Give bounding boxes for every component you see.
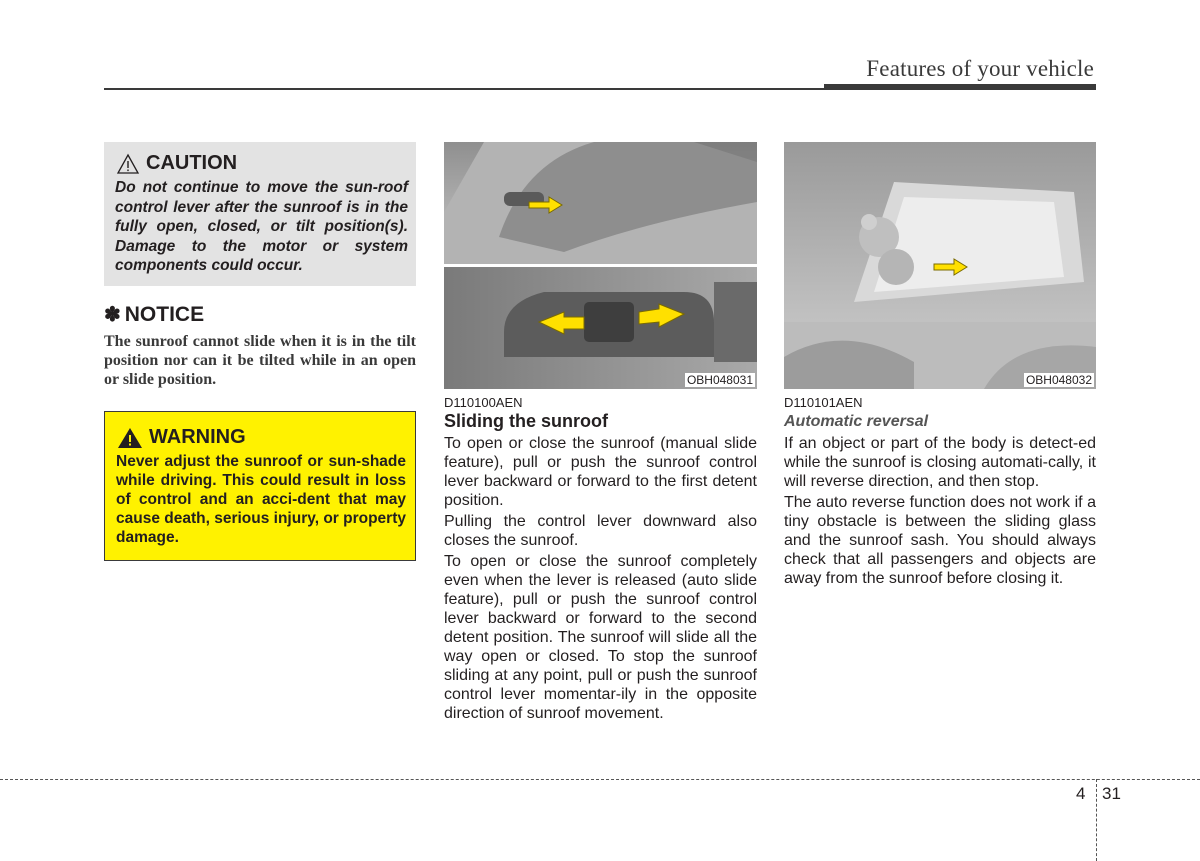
footer-vertical-divider (1096, 779, 1097, 861)
caution-title: CAUTION (146, 152, 238, 174)
page-number: 31 (1102, 784, 1121, 803)
notice-text: The sunroof cannot slide when it is in the tilt position nor can it be tilted while in an open or slide position. (104, 333, 416, 388)
paragraph: To open or close the sunroof completely even when the lever is released (auto slide feature), pull or push the sunroof control lever backward or forward to the second detent position. The sunroof will slide all the way open or closed. To stop the sunroof sliding at any point, pull or push the sunroof control lever momentar-ily in the opposite direction of sunroof movement. (444, 553, 757, 722)
section-body (444, 434, 757, 725)
notice-title: NOTICE (124, 302, 205, 326)
figure-caption: OBH048032 (1025, 373, 1092, 387)
section-code: D110100AEN (444, 395, 523, 410)
paragraph: If an object or part of the body is detect-ed while the sunroof is closing automati-cally, it will reverse direction, and then stop. (784, 435, 1096, 490)
automatic-reversal-illustration (784, 142, 1096, 389)
caution-heading (116, 152, 237, 175)
warning-heading (117, 426, 246, 449)
chapter-number: 4 (1076, 784, 1086, 803)
warning-triangle-icon (117, 427, 143, 449)
footer-divider (0, 779, 1200, 780)
caution-box (104, 142, 416, 286)
section-title: Sliding the sunroof (444, 411, 608, 431)
warning-title: WARNING (149, 426, 246, 448)
warning-text: Never adjust the sunroof or sun-shade while driving. This could result in loss of control and an acci-dent that may cause death, serious injury, or property damage. (116, 453, 406, 546)
paragraph: Pulling the control lever downward also closes the sunroof. (444, 513, 757, 549)
section-body (784, 434, 1096, 590)
sunroof-lever-illustration (444, 142, 757, 389)
page-header-title: Features of your vehicle (866, 56, 1094, 81)
asterisk-icon: ✽ (104, 304, 121, 326)
notice-heading (104, 302, 204, 327)
paragraph: To open or close the sunroof (manual slide feature), pull or push the sunroof control lever backward or forward to the first detent position. (444, 435, 757, 509)
section-code: D110101AEN (784, 395, 863, 410)
paragraph: The auto reverse function does not work if a tiny obstacle is between the sliding glass and the sunroof sash. You should always check that all passengers and objects are away from the sunroof before closing it. (784, 494, 1096, 587)
header-rule (104, 88, 1096, 90)
caution-triangle-icon (116, 153, 140, 175)
section-subtitle: Automatic reversal (784, 413, 929, 430)
warning-box (104, 411, 416, 561)
caution-text: Do not continue to move the sun-roof control lever after the sunroof is in the fully open, closed, or tilt position(s). Damage to the motor or system components could occur. (115, 179, 408, 274)
sunroof-lever-photo (444, 142, 757, 389)
sunroof-reversal-photo (784, 142, 1096, 389)
figure-caption: OBH048031 (686, 373, 753, 387)
